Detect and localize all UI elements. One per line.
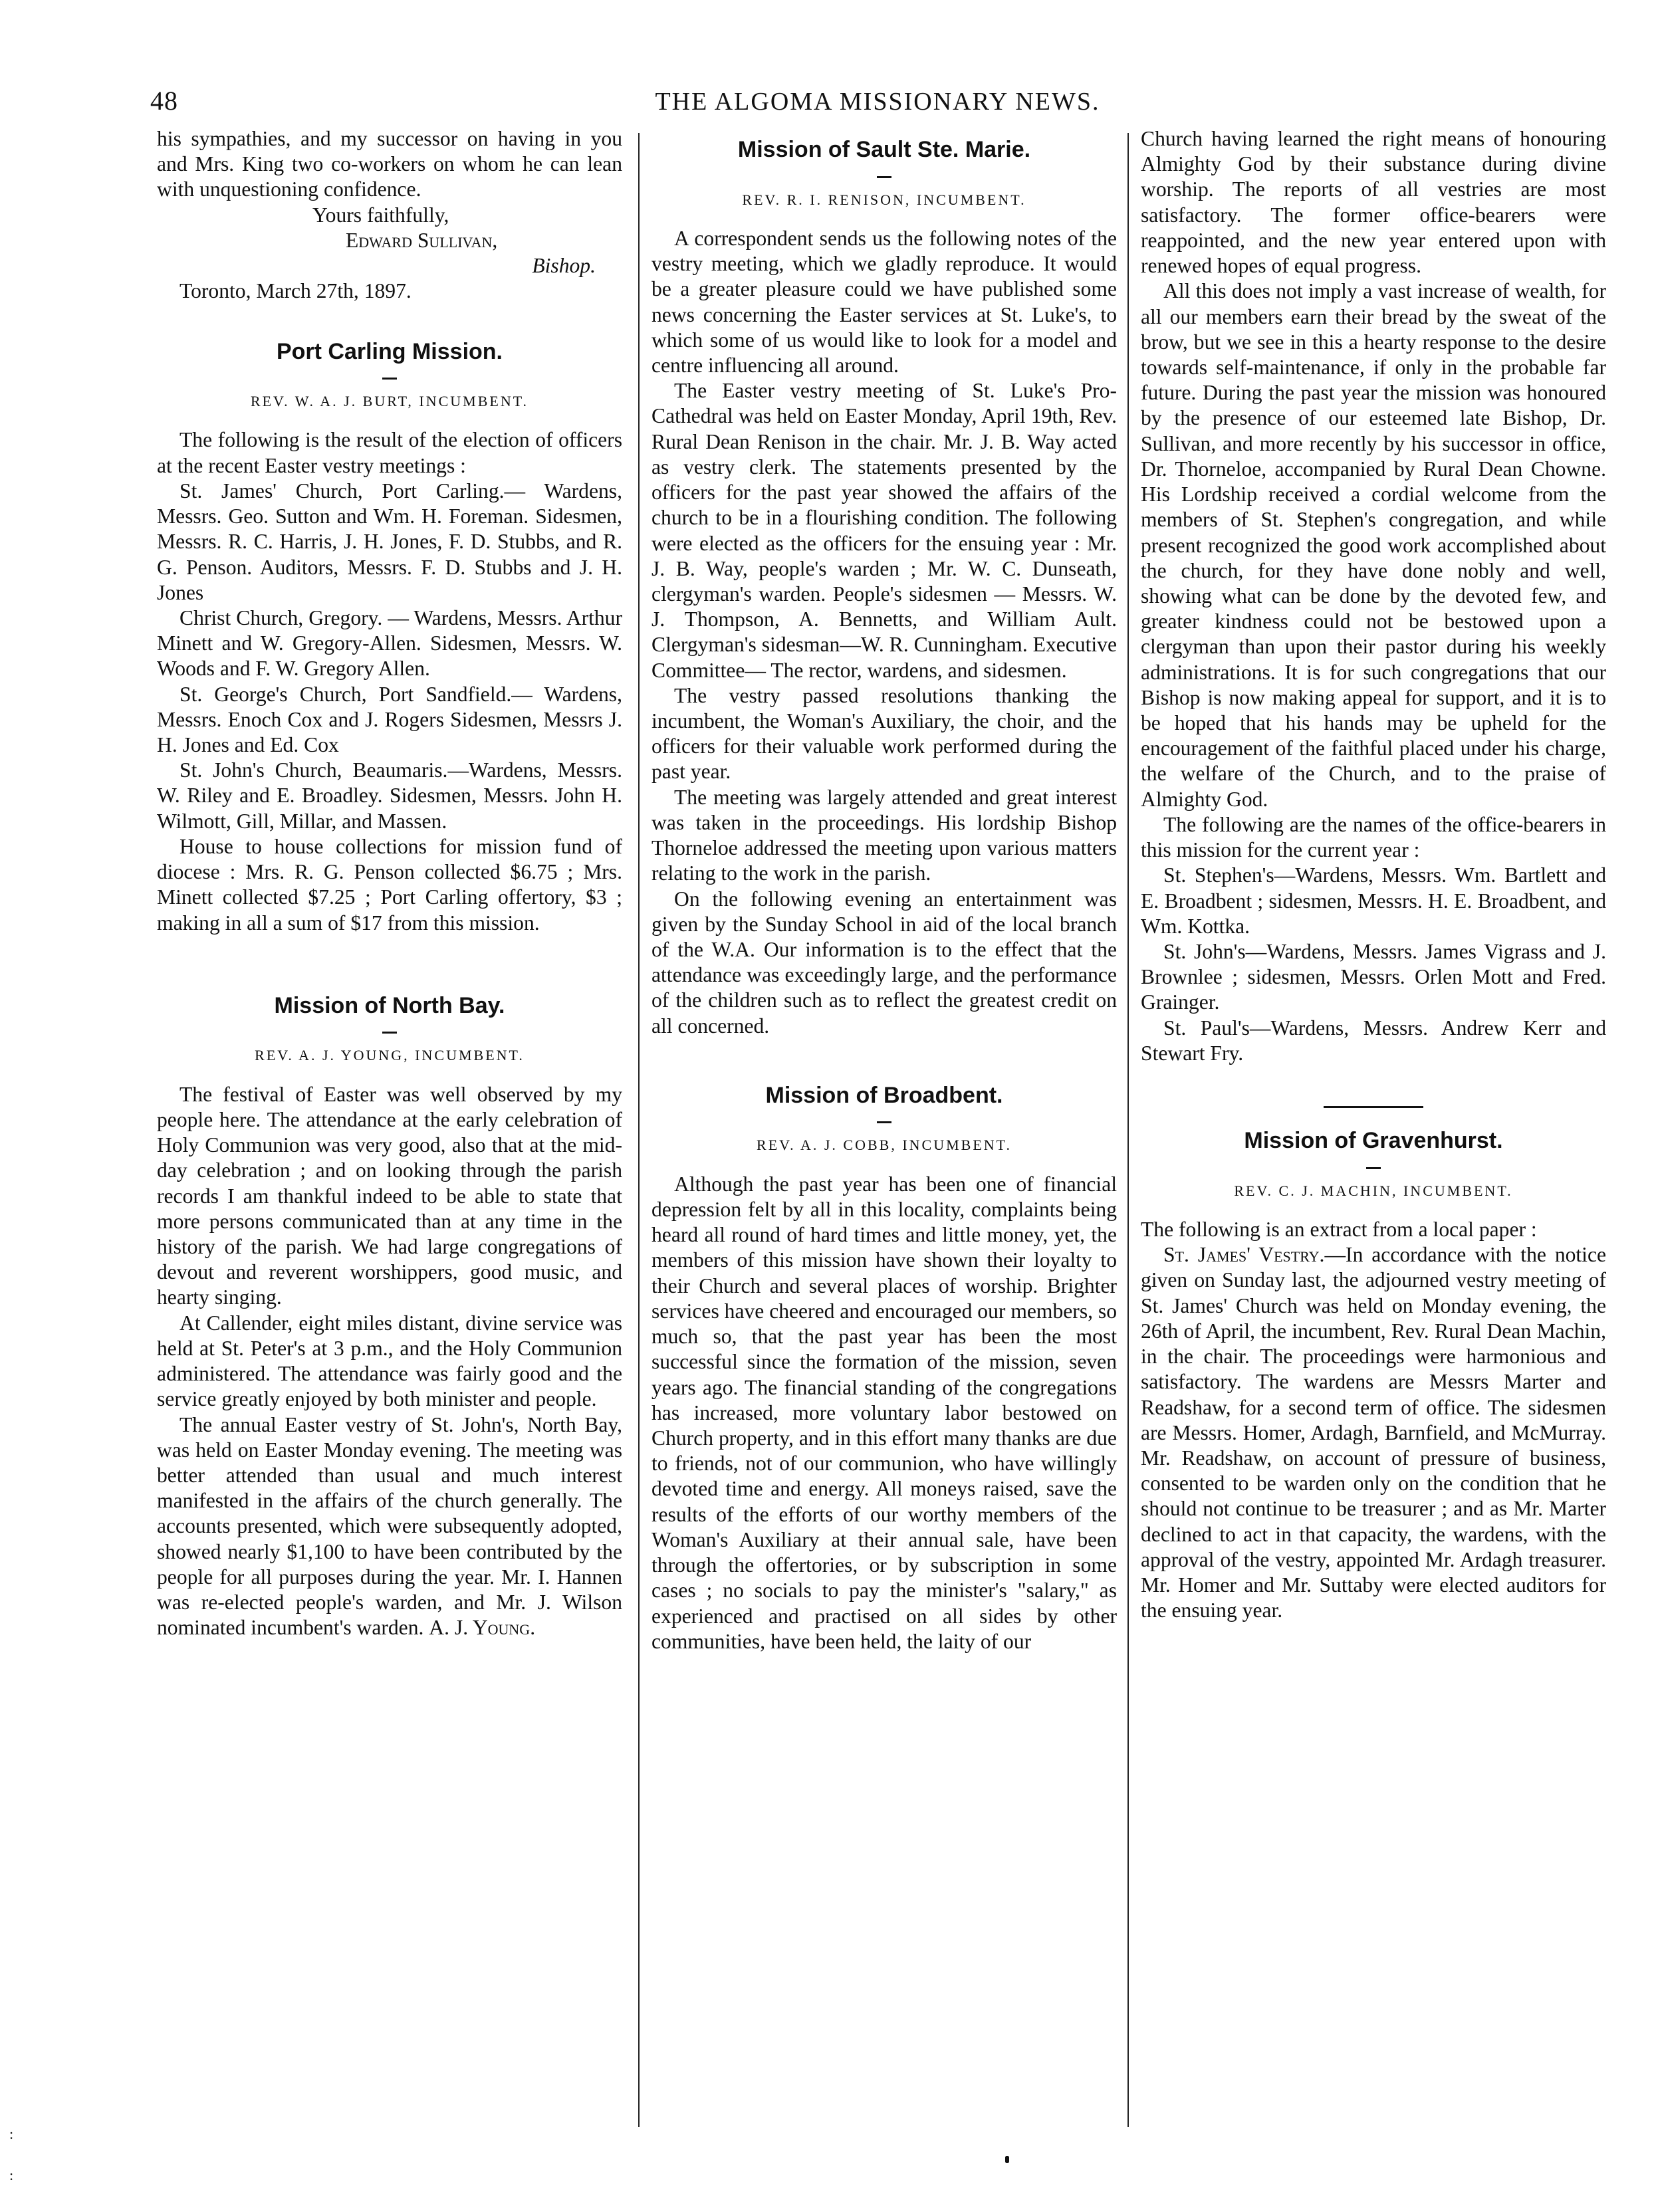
paragraph: The festival of Easter was well observed by my people here. The attendance at the early celebration of Holy Communion was very good, also that at the mid-day celebration ; and on looking through the parish records I am thankful indeed to be able to state that more persons communicated than at any time in the history of the parish. We had large congregations of devout and reverent worshippers, good music, and hearty singing.: [157, 1082, 622, 1309]
paragraph: [157, 1412, 622, 1641]
column-2: [651, 126, 1117, 2134]
paragraph: The meeting was largely attended and great interest was taken in the proceedings. His lordship Bishop Thorneloe addressed the meeting upon various matters relating to the work in the parish.: [651, 785, 1117, 885]
section-title-sault-ste-marie: Mission of Sault Ste. Marie.: [737, 137, 1031, 162]
margin-mark: :: [9, 2126, 14, 2142]
paragraph: A correspondent sends us the following notes of the vestry meeting, which we gladly reproduce. It would be a greater pleasure could we have published some news concerning the Easter services at St. Luke's, to which some of us would like to look for a model and centre influencing all around.: [651, 226, 1117, 377]
ink-dot: [1005, 2156, 1009, 2163]
paragraph-continued: Church having learned the right means of honouring Almighty God by their substance during divine worship. The reports of all vestries are most satisfactory. The former office-bearers were reappointed, and the new year entered upon with renewed hopes of equal progress.: [1141, 127, 1606, 278]
column-rule-right: [1127, 133, 1129, 2127]
paragraph: On the following evening an entertainment was given by the Sunday School in aid of the local branch of the W.A. Our information is to the effect that the attendance was exceedingly large, and the performance of the children such as to reflect the greatest credit on all concerned.: [651, 887, 1117, 1038]
letter-signature-title: Bishop.: [532, 254, 596, 278]
paragraph: St. George's Church, Port Sandfield.— Wardens, Messrs. Enoch Cox and J. Rogers Sidesmen, Messrs J. H. Jones and Ed. Cox: [157, 682, 622, 757]
paragraph-text: —In accordance with the notice given on Sunday last, the adjourned vestry meeting of St. James' Church was held on Monday evening, the 26th of April, the incumbent, Rev. Rural Dean Machin, in the chair. The proceedings were harmonious and satisfactory. The wardens are Messrs Marter and Readshaw, for a second term of office. The sidesmen are Messrs. Homer, Ardagh, Barnfield, and McMurray. Mr. Readshaw, on account of pressure of business, consented to be warden only on the condition that he should not continue to be treasurer ; and as Mr. Marter declined to act in that capacity, the wardens, with the approval of the vestry, appointed Mr. Ardagh treasurer. Mr. Homer and Mr. Suttaby were elected auditors for the ensuing year.: [1141, 1243, 1606, 1622]
masthead-title: THE ALGOMA MISSIONARY NEWS.: [655, 88, 1100, 116]
paragraph: All this does not imply a vast increase of wealth, for all our members earn their bread by the sweat of the brow, but we see in this a hearty response to the desire towards self-maintenance, if only in the probable far future. During the past year the mission was honoured by the presence of our esteemed late Bishop, Dr. Sullivan, and more recently by his successor in office, Dr. Thorneloe, accompanied by Rural Dean Chowne. His Lordship received a cordial welcome from the members of St. Stephen's congregation, and while present recognized the good work accomplished about the church, for they have done nobly and well, showing what can be done by the devoted few, and greater kindness could not be bestowed upon a clergyman than upon their pastor during his weekly administrations. It is for such congregations that our Bishop is now making appeal for support, and it is to be hoped that his hands may be upheld for the encouragement of the faithful placed under his charge, the welfare of the Church, and to the praise of Almighty God.: [1141, 279, 1606, 811]
paragraph: The following is an extract from a local paper :: [1141, 1217, 1537, 1241]
paragraph: The Easter vestry meeting of St. Luke's Pro-Cathedral was held on Easter Monday, April 19th, Rev. Rural Dean Renison in the chair. Mr. J. B. Way acted as vestry clerk. The statements presented by the officers for the past year showed the affairs of the church to be in a flourishing condition. The following were elected as the officers for the ensuing year : Mr. J. B. Way, people's warden ; Mr. W. C. Dunseath, clergyman's warden. People's sidesmen — Messrs. W. J. Thompson, A. Bennetts, and William Ault. Clergyman's sidesman—W. R. Cunningham. Executive Committee— The rector, wardens, and sidesmen.: [651, 379, 1117, 682]
incumbent-line-port-carling: REV. W. A. J. BURT, INCUMBENT.: [250, 393, 529, 410]
paragraph-lead: St. James' Vestry.: [1163, 1243, 1325, 1267]
paragraph: St. Paul's—Wardens, Messrs. Andrew Kerr and Stewart Fry.: [1141, 1016, 1606, 1065]
article-signoff: A. J. Young.: [429, 1616, 536, 1640]
paragraph: At Callender, eight miles distant, divine service was held at St. Peter's at 3 p.m., and the Holy Communion administered. The attendance was fairly good and the service greatly enjoyed by both minister and people.: [157, 1311, 622, 1411]
letter-signature: Edward Sullivan,: [346, 228, 498, 252]
paragraph: The vestry passed resolutions thanking the incumbent, the Woman's Auxiliary, the choir, and the officers for their valuable work performed during the past year.: [651, 683, 1117, 784]
section-dash: [382, 1032, 397, 1034]
section-title-north-bay: Mission of North Bay.: [274, 992, 505, 1018]
section-dash: [1366, 1167, 1381, 1169]
paragraph: St. James' Church, Port Carling.— Wardens, Messrs. Geo. Sutton and Wm. H. Foreman. Sidesmen, Messrs. R. C. Harris, J. H. Jones, F. D. Stubbs, and R. G. Penson. Auditors, Messrs. F. D. Stubbs and J. H. Jones: [157, 479, 622, 604]
letter-dateline: Toronto, March 27th, 1897.: [179, 279, 412, 303]
section-dash: [382, 378, 397, 380]
page-number: 48: [150, 86, 178, 116]
paragraph: The following are the names of the office-bearers in this mission for the current year :: [1141, 812, 1606, 862]
margin-mark: :: [9, 2167, 14, 2183]
incumbent-line-broadbent: REV. A. J. COBB, INCUMBENT.: [757, 1137, 1012, 1154]
paragraph: The following is the result of the election of officers at the recent Easter vestry meetings :: [157, 428, 622, 477]
column-3: [1141, 126, 1606, 2134]
letter-end: his sympathies, and my successor on having in you and Mrs. King two co-workers on whom he can lean with unquestioning confidence.: [157, 127, 622, 201]
column-1: [157, 126, 622, 2134]
paragraph-text: The annual Easter vestry of St. John's, North Bay, was held on Easter Monday evening. The meeting was better attended than usual and much interest manifested in the affairs of the church generally. The accounts presented, which were subsequently adopted, showed nearly $1,100 to have been contributed by the people for all purposes during the year. Mr. I. Hannen was re-elected people's warden, and Mr. J. Wilson nominated incumbent's warden.: [157, 1412, 622, 1640]
section-dash: [877, 1121, 891, 1123]
section-dash: [877, 176, 891, 178]
incumbent-line-north-bay: REV. A. J. YOUNG, INCUMBENT.: [255, 1047, 525, 1064]
paragraph: [1141, 1242, 1606, 1623]
section-title-port-carling: Port Carling Mission.: [276, 338, 503, 364]
incumbent-line-gravenhurst: REV. C. J. MACHIN, INCUMBENT.: [1234, 1182, 1513, 1199]
paragraph: Although the past year has been one of financial depression felt by all in this locality, complaints being heard all round of hard times and little money, yet, the members of this mission have shown their loyalty to their Church and several places of worship. Brighter services have cheered and encouraged our members, so much so, that the past year has been the most successful since the formation of the mission, seven years ago. The financial standing of the congregations has increased, more voluntary labor bestowed on Church property, and in this effort many thanks are due to friends, not of our communion, who have willingly devoted time and energy. All moneys raised, save the results of the efforts of our worthy members of the Woman's Auxiliary at their annual sale, have been through the offertories, or by subscription in some cases ; no socials to pay the minister's "salary," as experienced and practised on all sides by other communities, have been held, the laity of our: [651, 1172, 1117, 1653]
paragraph: St. John's Church, Beaumaris.—Wardens, Messrs. W. Riley and E. Broadley. Sidesmen, Messrs. John H. Wilmott, Gill, Millar, and Massen.: [157, 758, 622, 833]
section-title-gravenhurst: Mission of Gravenhurst.: [1244, 1128, 1503, 1154]
section-separator-rule: [1324, 1106, 1423, 1108]
paragraph: House to house collections for mission fund of diocese : Mrs. R. G. Penson collected $6.75 ; Mrs. Minett collected $7.25 ; Port Carling offertory, $3 ; making in all a sum of $17 from this mission.: [157, 834, 622, 935]
paragraph: St. John's—Wardens, Messrs. James Vigrass and J. Brownlee ; sidesmen, Messrs. Orlen Mott and Fred. Grainger.: [1141, 940, 1606, 1014]
section-title-broadbent: Mission of Broadbent.: [765, 1082, 1003, 1108]
paragraph: Christ Church, Gregory. — Wardens, Messrs. Arthur Minett and W. Gregory-Allen. Sidesmen, Messrs. W. Woods and F. W. Gregory Allen.: [157, 606, 622, 681]
column-rule-left: [638, 133, 640, 2127]
letter-closing: Yours faithfully,: [312, 203, 449, 227]
incumbent-line-sault-ste-marie: REV. R. I. RENISON, INCUMBENT.: [742, 191, 1026, 208]
paragraph: St. Stephen's—Wardens, Messrs. Wm. Bartlett and E. Broadbent ; sidesmen, Messrs. H. E. Broadbent, and Wm. Kottka.: [1141, 863, 1606, 938]
